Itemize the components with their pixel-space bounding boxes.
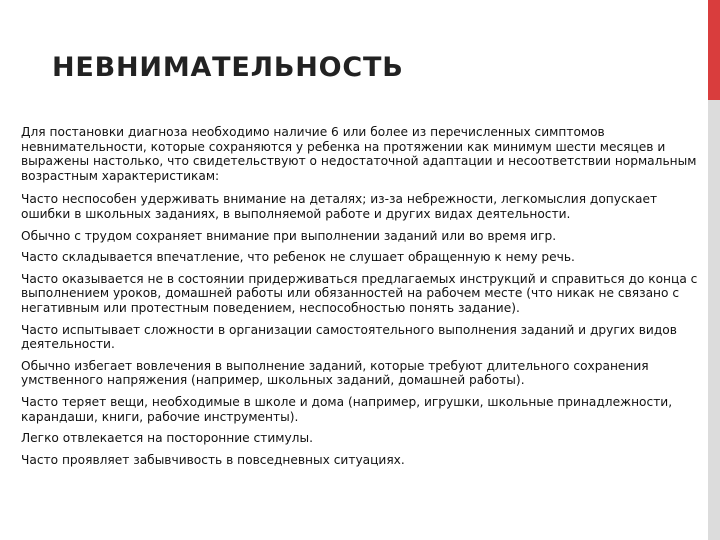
symptom-item: Часто неспособен удерживать внимание на деталях; из-за небрежности, легкомыслия допускает ошибки в школьных заданиях, в выполняемой работе и других видах деятельности.	[21, 192, 658, 221]
symptom-item: Легко отвлекается на посторонние стимулы.	[21, 431, 313, 446]
symptom-item: Обычно избегает вовлечения в выполнение заданий, которые требуют длительного сохранения умственного напряжения (например, школьных заданий, домашней работы).	[21, 358, 649, 388]
intro-paragraph: Для постановки диагноза необходимо наличие 6 или более из перечисленных симптомов невнимательности, которые сохраняются у ребенка на протяжении как минимум шести месяцев и выражены настолько, что свидетельствуют о недостаточной адаптации и несоответствии нормальным возрастным характеристикам:	[21, 125, 697, 183]
symptom-item: Часто оказывается не в состоянии придерживаться предлагаемых инструкций и справиться до конца с выполнением уроков, домашней работы или обязанностей на рабочем месте (что никак не связано с негативным или протестным поведением, неспособностью понять задание).	[21, 271, 698, 315]
slide-title: НЕВНИМАТЕЛЬНОСТЬ	[52, 52, 404, 83]
symptom-item: Часто теряет вещи, необходимые в школе и дома (например, игрушки, школьные принадлежности, карандаши, книги, рабочие инструменты).	[21, 394, 673, 424]
right-edge-accent	[708, 0, 720, 100]
symptom-item: Часто испытывает сложности в организации самостоятельного выполнения заданий и других видов деятельности.	[21, 322, 677, 352]
symptom-item: Часто складывается впечатление, что ребенок не слушает обращенную к нему речь.	[21, 250, 575, 265]
slide-body	[21, 125, 705, 474]
symptom-item: Часто проявляет забывчивость в повседневных ситуациях.	[21, 452, 405, 467]
symptom-item: Обычно с трудом сохраняет внимание при выполнении заданий или во время игр.	[21, 228, 557, 243]
